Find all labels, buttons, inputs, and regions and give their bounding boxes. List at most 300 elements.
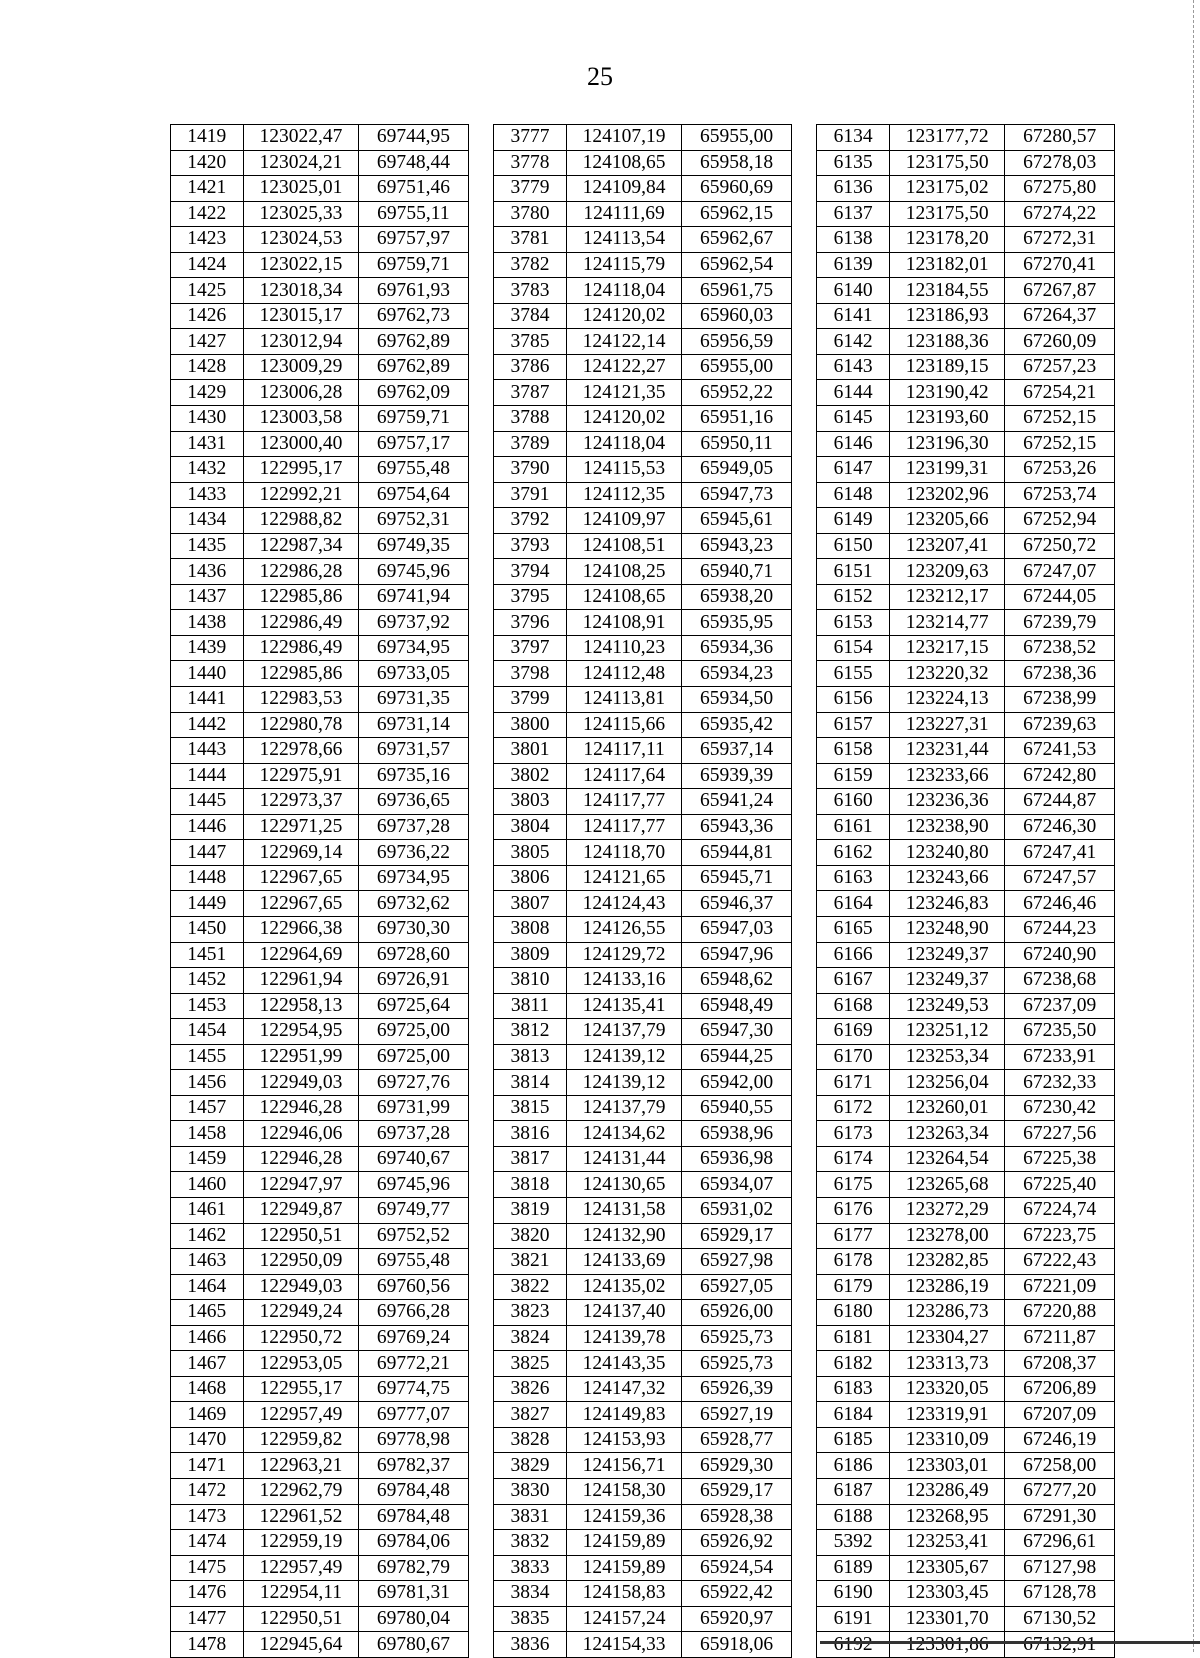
column-gap bbox=[791, 1095, 817, 1121]
cell-group1-y-coordinate: 69766,28 bbox=[359, 1300, 468, 1326]
cell-group3-x-coordinate: 123205,66 bbox=[889, 508, 1005, 534]
cell-group2-y-coordinate: 65931,02 bbox=[682, 1197, 791, 1223]
cell-group1-point-number: 1431 bbox=[171, 431, 244, 457]
cell-group1-x-coordinate: 122966,38 bbox=[243, 916, 359, 942]
cell-group3-point-number: 6190 bbox=[817, 1581, 890, 1607]
cell-group2-point-number: 3781 bbox=[494, 227, 567, 253]
cell-group2-x-coordinate: 124121,65 bbox=[566, 865, 682, 891]
cell-group2-x-coordinate: 124108,51 bbox=[566, 533, 682, 559]
cell-group2-point-number: 3820 bbox=[494, 1223, 567, 1249]
cell-group2-y-coordinate: 65942,00 bbox=[682, 1070, 791, 1096]
cell-group2-y-coordinate: 65945,61 bbox=[682, 508, 791, 534]
cell-group1-point-number: 1445 bbox=[171, 789, 244, 815]
cell-group1-y-coordinate: 69774,75 bbox=[359, 1376, 468, 1402]
cell-group3-point-number: 6156 bbox=[817, 687, 890, 713]
table-row bbox=[171, 865, 1115, 891]
table-row bbox=[171, 303, 1115, 329]
cell-group2-point-number: 3789 bbox=[494, 431, 567, 457]
column-gap bbox=[468, 1632, 494, 1658]
cell-group1-y-coordinate: 69749,35 bbox=[359, 533, 468, 559]
cell-group2-y-coordinate: 65948,49 bbox=[682, 993, 791, 1019]
cell-group1-x-coordinate: 122954,11 bbox=[243, 1581, 359, 1607]
cell-group2-point-number: 3832 bbox=[494, 1530, 567, 1556]
column-gap bbox=[468, 252, 494, 278]
cell-group3-x-coordinate: 123217,15 bbox=[889, 635, 1005, 661]
cell-group1-y-coordinate: 69754,64 bbox=[359, 482, 468, 508]
cell-group3-y-coordinate: 67211,87 bbox=[1005, 1325, 1115, 1351]
cell-group1-point-number: 1466 bbox=[171, 1325, 244, 1351]
cell-group3-y-coordinate: 67238,68 bbox=[1005, 968, 1115, 994]
cell-group2-point-number: 3811 bbox=[494, 993, 567, 1019]
cell-group3-x-coordinate: 123246,83 bbox=[889, 891, 1005, 917]
cell-group3-point-number: 6189 bbox=[817, 1555, 890, 1581]
column-gap bbox=[468, 814, 494, 840]
cell-group3-x-coordinate: 123196,30 bbox=[889, 431, 1005, 457]
column-gap bbox=[791, 993, 817, 1019]
cell-group2-y-coordinate: 65934,23 bbox=[682, 661, 791, 687]
coordinates-table bbox=[170, 124, 1115, 1658]
cell-group3-y-coordinate: 67244,05 bbox=[1005, 584, 1115, 610]
column-gap bbox=[468, 1478, 494, 1504]
column-gap bbox=[468, 1530, 494, 1556]
cell-group3-point-number: 6183 bbox=[817, 1376, 890, 1402]
cell-group1-y-coordinate: 69769,24 bbox=[359, 1325, 468, 1351]
cell-group3-y-coordinate: 67132,91 bbox=[1005, 1632, 1115, 1658]
cell-group2-y-coordinate: 65948,62 bbox=[682, 968, 791, 994]
table-row bbox=[171, 406, 1115, 432]
cell-group3-point-number: 6168 bbox=[817, 993, 890, 1019]
cell-group3-x-coordinate: 123207,41 bbox=[889, 533, 1005, 559]
column-gap bbox=[468, 1197, 494, 1223]
cell-group1-x-coordinate: 123024,21 bbox=[243, 150, 359, 176]
column-gap bbox=[791, 1402, 817, 1428]
cell-group2-point-number: 3804 bbox=[494, 814, 567, 840]
cell-group1-y-coordinate: 69761,93 bbox=[359, 278, 468, 304]
cell-group1-x-coordinate: 123000,40 bbox=[243, 431, 359, 457]
cell-group1-x-coordinate: 122983,53 bbox=[243, 687, 359, 713]
cell-group1-point-number: 1426 bbox=[171, 303, 244, 329]
cell-group3-point-number: 6176 bbox=[817, 1197, 890, 1223]
cell-group1-point-number: 1470 bbox=[171, 1427, 244, 1453]
cell-group3-x-coordinate: 123188,36 bbox=[889, 329, 1005, 355]
cell-group2-y-coordinate: 65952,22 bbox=[682, 380, 791, 406]
column-gap bbox=[791, 457, 817, 483]
scan-edge-rule bbox=[1193, 0, 1194, 1652]
cell-group1-point-number: 1478 bbox=[171, 1632, 244, 1658]
column-gap bbox=[468, 789, 494, 815]
cell-group1-x-coordinate: 122985,86 bbox=[243, 661, 359, 687]
cell-group3-y-coordinate: 67225,40 bbox=[1005, 1172, 1115, 1198]
cell-group1-x-coordinate: 122986,49 bbox=[243, 635, 359, 661]
cell-group1-x-coordinate: 122953,05 bbox=[243, 1351, 359, 1377]
cell-group3-point-number: 6177 bbox=[817, 1223, 890, 1249]
cell-group1-point-number: 1469 bbox=[171, 1402, 244, 1428]
cell-group2-x-coordinate: 124134,62 bbox=[566, 1121, 682, 1147]
cell-group3-x-coordinate: 123189,15 bbox=[889, 354, 1005, 380]
cell-group2-y-coordinate: 65961,75 bbox=[682, 278, 791, 304]
cell-group3-y-coordinate: 67244,23 bbox=[1005, 916, 1115, 942]
column-gap bbox=[791, 1146, 817, 1172]
column-gap bbox=[791, 712, 817, 738]
cell-group3-x-coordinate: 123248,90 bbox=[889, 916, 1005, 942]
cell-group1-x-coordinate: 122946,28 bbox=[243, 1146, 359, 1172]
cell-group2-y-coordinate: 65926,92 bbox=[682, 1530, 791, 1556]
cell-group1-x-coordinate: 122988,82 bbox=[243, 508, 359, 534]
cell-group2-point-number: 3796 bbox=[494, 610, 567, 636]
cell-group2-x-coordinate: 124118,04 bbox=[566, 278, 682, 304]
cell-group2-x-coordinate: 124133,69 bbox=[566, 1249, 682, 1275]
column-gap bbox=[791, 1606, 817, 1632]
column-gap bbox=[468, 1325, 494, 1351]
cell-group1-y-coordinate: 69777,07 bbox=[359, 1402, 468, 1428]
cell-group1-point-number: 1427 bbox=[171, 329, 244, 355]
cell-group1-x-coordinate: 122945,64 bbox=[243, 1632, 359, 1658]
cell-group1-point-number: 1465 bbox=[171, 1300, 244, 1326]
cell-group1-y-coordinate: 69780,67 bbox=[359, 1632, 468, 1658]
cell-group2-point-number: 3813 bbox=[494, 1044, 567, 1070]
cell-group2-x-coordinate: 124158,83 bbox=[566, 1581, 682, 1607]
cell-group2-point-number: 3782 bbox=[494, 252, 567, 278]
table-row bbox=[171, 227, 1115, 253]
cell-group1-point-number: 1439 bbox=[171, 635, 244, 661]
column-gap bbox=[468, 840, 494, 866]
cell-group3-x-coordinate: 123264,54 bbox=[889, 1146, 1005, 1172]
cell-group2-point-number: 3785 bbox=[494, 329, 567, 355]
cell-group3-x-coordinate: 123233,66 bbox=[889, 763, 1005, 789]
cell-group2-y-coordinate: 65937,14 bbox=[682, 738, 791, 764]
column-gap bbox=[791, 354, 817, 380]
table-row bbox=[171, 380, 1115, 406]
cell-group3-y-coordinate: 67238,99 bbox=[1005, 687, 1115, 713]
cell-group2-x-coordinate: 124131,44 bbox=[566, 1146, 682, 1172]
column-gap bbox=[791, 1223, 817, 1249]
cell-group1-y-coordinate: 69745,96 bbox=[359, 559, 468, 585]
cell-group3-y-coordinate: 67253,26 bbox=[1005, 457, 1115, 483]
cell-group3-y-coordinate: 67128,78 bbox=[1005, 1581, 1115, 1607]
cell-group3-point-number: 5392 bbox=[817, 1530, 890, 1556]
cell-group2-x-coordinate: 124130,65 bbox=[566, 1172, 682, 1198]
cell-group3-x-coordinate: 123303,45 bbox=[889, 1581, 1005, 1607]
cell-group2-x-coordinate: 124139,12 bbox=[566, 1070, 682, 1096]
cell-group3-y-coordinate: 67280,57 bbox=[1005, 125, 1115, 151]
cell-group1-y-coordinate: 69780,04 bbox=[359, 1606, 468, 1632]
cell-group1-x-coordinate: 122964,69 bbox=[243, 942, 359, 968]
cell-group2-x-coordinate: 124122,27 bbox=[566, 354, 682, 380]
cell-group2-point-number: 3821 bbox=[494, 1249, 567, 1275]
cell-group1-y-coordinate: 69731,35 bbox=[359, 687, 468, 713]
cell-group1-y-coordinate: 69748,44 bbox=[359, 150, 468, 176]
cell-group3-point-number: 6191 bbox=[817, 1606, 890, 1632]
cell-group2-y-coordinate: 65949,05 bbox=[682, 457, 791, 483]
cell-group3-y-coordinate: 67264,37 bbox=[1005, 303, 1115, 329]
cell-group1-point-number: 1473 bbox=[171, 1504, 244, 1530]
cell-group2-point-number: 3806 bbox=[494, 865, 567, 891]
cell-group3-y-coordinate: 67250,72 bbox=[1005, 533, 1115, 559]
cell-group3-y-coordinate: 67291,30 bbox=[1005, 1504, 1115, 1530]
cell-group2-x-coordinate: 124153,93 bbox=[566, 1427, 682, 1453]
cell-group1-x-coordinate: 122946,06 bbox=[243, 1121, 359, 1147]
cell-group2-x-coordinate: 124115,79 bbox=[566, 252, 682, 278]
cell-group1-point-number: 1420 bbox=[171, 150, 244, 176]
cell-group3-x-coordinate: 123220,32 bbox=[889, 661, 1005, 687]
cell-group2-x-coordinate: 124137,79 bbox=[566, 1095, 682, 1121]
cell-group3-x-coordinate: 123184,55 bbox=[889, 278, 1005, 304]
column-gap bbox=[791, 1478, 817, 1504]
cell-group2-y-coordinate: 65955,00 bbox=[682, 125, 791, 151]
cell-group2-point-number: 3824 bbox=[494, 1325, 567, 1351]
cell-group2-x-coordinate: 124139,78 bbox=[566, 1325, 682, 1351]
table-row bbox=[171, 1581, 1115, 1607]
cell-group1-y-coordinate: 69757,17 bbox=[359, 431, 468, 457]
cell-group2-y-coordinate: 65941,24 bbox=[682, 789, 791, 815]
cell-group3-y-coordinate: 67260,09 bbox=[1005, 329, 1115, 355]
cell-group1-y-coordinate: 69759,71 bbox=[359, 406, 468, 432]
cell-group3-point-number: 6179 bbox=[817, 1274, 890, 1300]
cell-group2-y-coordinate: 65940,55 bbox=[682, 1095, 791, 1121]
cell-group3-x-coordinate: 123272,29 bbox=[889, 1197, 1005, 1223]
cell-group1-point-number: 1450 bbox=[171, 916, 244, 942]
cell-group3-x-coordinate: 123249,53 bbox=[889, 993, 1005, 1019]
cell-group2-y-coordinate: 65947,96 bbox=[682, 942, 791, 968]
cell-group1-x-coordinate: 123025,33 bbox=[243, 201, 359, 227]
cell-group2-x-coordinate: 124117,77 bbox=[566, 789, 682, 815]
table-row bbox=[171, 1121, 1115, 1147]
cell-group1-x-coordinate: 122949,03 bbox=[243, 1274, 359, 1300]
cell-group2-y-coordinate: 65935,42 bbox=[682, 712, 791, 738]
table-row bbox=[171, 1172, 1115, 1198]
cell-group2-x-coordinate: 124133,16 bbox=[566, 968, 682, 994]
table-row bbox=[171, 1504, 1115, 1530]
cell-group1-point-number: 1432 bbox=[171, 457, 244, 483]
table-row bbox=[171, 508, 1115, 534]
table-row bbox=[171, 763, 1115, 789]
cell-group1-point-number: 1451 bbox=[171, 942, 244, 968]
cell-group1-x-coordinate: 122969,14 bbox=[243, 840, 359, 866]
cell-group1-y-coordinate: 69752,31 bbox=[359, 508, 468, 534]
cell-group3-x-coordinate: 123265,68 bbox=[889, 1172, 1005, 1198]
cell-group3-point-number: 6157 bbox=[817, 712, 890, 738]
cell-group1-point-number: 1422 bbox=[171, 201, 244, 227]
column-gap bbox=[791, 1070, 817, 1096]
cell-group3-y-coordinate: 67237,09 bbox=[1005, 993, 1115, 1019]
cell-group1-y-coordinate: 69782,37 bbox=[359, 1453, 468, 1479]
cell-group1-x-coordinate: 122980,78 bbox=[243, 712, 359, 738]
cell-group3-point-number: 6134 bbox=[817, 125, 890, 151]
cell-group1-point-number: 1440 bbox=[171, 661, 244, 687]
cell-group3-y-coordinate: 67252,94 bbox=[1005, 508, 1115, 534]
column-gap bbox=[468, 763, 494, 789]
cell-group2-point-number: 3815 bbox=[494, 1095, 567, 1121]
column-gap bbox=[791, 584, 817, 610]
cell-group1-point-number: 1467 bbox=[171, 1351, 244, 1377]
cell-group3-point-number: 6136 bbox=[817, 176, 890, 202]
cell-group3-x-coordinate: 123224,13 bbox=[889, 687, 1005, 713]
column-gap bbox=[791, 1300, 817, 1326]
cell-group2-point-number: 3792 bbox=[494, 508, 567, 534]
column-gap bbox=[468, 508, 494, 534]
cell-group2-x-coordinate: 124118,04 bbox=[566, 431, 682, 457]
cell-group3-point-number: 6142 bbox=[817, 329, 890, 355]
cell-group3-point-number: 6188 bbox=[817, 1504, 890, 1530]
cell-group1-point-number: 1444 bbox=[171, 763, 244, 789]
cell-group2-x-coordinate: 124143,35 bbox=[566, 1351, 682, 1377]
cell-group1-point-number: 1474 bbox=[171, 1530, 244, 1556]
cell-group3-x-coordinate: 123186,93 bbox=[889, 303, 1005, 329]
cell-group3-point-number: 6149 bbox=[817, 508, 890, 534]
table-row bbox=[171, 278, 1115, 304]
cell-group2-y-coordinate: 65956,59 bbox=[682, 329, 791, 355]
table-row bbox=[171, 1325, 1115, 1351]
cell-group1-point-number: 1435 bbox=[171, 533, 244, 559]
column-gap bbox=[468, 431, 494, 457]
cell-group2-point-number: 3791 bbox=[494, 482, 567, 508]
table-row bbox=[171, 1351, 1115, 1377]
table-row bbox=[171, 1019, 1115, 1045]
column-gap bbox=[468, 635, 494, 661]
table-row bbox=[171, 559, 1115, 585]
column-gap bbox=[468, 1223, 494, 1249]
cell-group1-y-coordinate: 69726,91 bbox=[359, 968, 468, 994]
cell-group2-point-number: 3833 bbox=[494, 1555, 567, 1581]
cell-group2-y-coordinate: 65940,71 bbox=[682, 559, 791, 585]
cell-group1-x-coordinate: 122995,17 bbox=[243, 457, 359, 483]
column-gap bbox=[791, 1530, 817, 1556]
cell-group2-y-coordinate: 65947,30 bbox=[682, 1019, 791, 1045]
cell-group1-y-coordinate: 69734,95 bbox=[359, 865, 468, 891]
cell-group2-x-coordinate: 124108,91 bbox=[566, 610, 682, 636]
cell-group1-y-coordinate: 69762,73 bbox=[359, 303, 468, 329]
cell-group1-y-coordinate: 69749,77 bbox=[359, 1197, 468, 1223]
cell-group2-y-coordinate: 65943,23 bbox=[682, 533, 791, 559]
cell-group1-y-coordinate: 69755,48 bbox=[359, 1249, 468, 1275]
cell-group1-y-coordinate: 69751,46 bbox=[359, 176, 468, 202]
column-gap bbox=[791, 1274, 817, 1300]
table-row bbox=[171, 610, 1115, 636]
cell-group3-x-coordinate: 123178,20 bbox=[889, 227, 1005, 253]
cell-group1-x-coordinate: 123015,17 bbox=[243, 303, 359, 329]
cell-group3-x-coordinate: 123175,50 bbox=[889, 201, 1005, 227]
cell-group1-y-coordinate: 69731,57 bbox=[359, 738, 468, 764]
cell-group2-x-coordinate: 124156,71 bbox=[566, 1453, 682, 1479]
cell-group3-x-coordinate: 123231,44 bbox=[889, 738, 1005, 764]
cell-group1-y-coordinate: 69732,62 bbox=[359, 891, 468, 917]
column-gap bbox=[468, 1402, 494, 1428]
table-row bbox=[171, 738, 1115, 764]
cell-group3-y-coordinate: 67254,21 bbox=[1005, 380, 1115, 406]
page-number: 25 bbox=[587, 62, 613, 91]
cell-group2-x-coordinate: 124139,12 bbox=[566, 1044, 682, 1070]
cell-group1-x-coordinate: 122961,94 bbox=[243, 968, 359, 994]
cell-group1-point-number: 1457 bbox=[171, 1095, 244, 1121]
cell-group1-point-number: 1459 bbox=[171, 1146, 244, 1172]
cell-group3-y-coordinate: 67270,41 bbox=[1005, 252, 1115, 278]
cell-group3-y-coordinate: 67127,98 bbox=[1005, 1555, 1115, 1581]
cell-group3-x-coordinate: 123214,77 bbox=[889, 610, 1005, 636]
column-gap bbox=[791, 942, 817, 968]
column-gap bbox=[791, 1453, 817, 1479]
column-gap bbox=[791, 303, 817, 329]
cell-group2-x-coordinate: 124113,81 bbox=[566, 687, 682, 713]
cell-group2-point-number: 3810 bbox=[494, 968, 567, 994]
cell-group3-y-coordinate: 67225,38 bbox=[1005, 1146, 1115, 1172]
cell-group1-point-number: 1438 bbox=[171, 610, 244, 636]
cell-group1-x-coordinate: 122949,03 bbox=[243, 1070, 359, 1096]
table-row bbox=[171, 1223, 1115, 1249]
cell-group1-point-number: 1447 bbox=[171, 840, 244, 866]
cell-group1-y-coordinate: 69736,22 bbox=[359, 840, 468, 866]
cell-group3-x-coordinate: 123263,34 bbox=[889, 1121, 1005, 1147]
cell-group2-y-coordinate: 65938,20 bbox=[682, 584, 791, 610]
cell-group3-x-coordinate: 123249,37 bbox=[889, 942, 1005, 968]
cell-group3-point-number: 6170 bbox=[817, 1044, 890, 1070]
cell-group1-y-coordinate: 69737,28 bbox=[359, 1121, 468, 1147]
column-gap bbox=[468, 176, 494, 202]
column-gap bbox=[468, 610, 494, 636]
cell-group2-y-coordinate: 65950,11 bbox=[682, 431, 791, 457]
cell-group1-x-coordinate: 122985,86 bbox=[243, 584, 359, 610]
cell-group2-y-coordinate: 65926,39 bbox=[682, 1376, 791, 1402]
table-row bbox=[171, 125, 1115, 151]
cell-group2-x-coordinate: 124117,64 bbox=[566, 763, 682, 789]
column-gap bbox=[791, 329, 817, 355]
cell-group2-point-number: 3822 bbox=[494, 1274, 567, 1300]
cell-group2-point-number: 3783 bbox=[494, 278, 567, 304]
column-gap bbox=[791, 252, 817, 278]
cell-group1-point-number: 1462 bbox=[171, 1223, 244, 1249]
cell-group1-x-coordinate: 122962,79 bbox=[243, 1478, 359, 1504]
column-gap bbox=[791, 201, 817, 227]
cell-group2-y-coordinate: 65925,73 bbox=[682, 1351, 791, 1377]
cell-group3-x-coordinate: 123190,42 bbox=[889, 380, 1005, 406]
cell-group1-point-number: 1476 bbox=[171, 1581, 244, 1607]
column-gap bbox=[791, 1504, 817, 1530]
cell-group1-point-number: 1446 bbox=[171, 814, 244, 840]
cell-group1-y-coordinate: 69781,31 bbox=[359, 1581, 468, 1607]
cell-group3-x-coordinate: 123268,95 bbox=[889, 1504, 1005, 1530]
cell-group2-y-coordinate: 65928,38 bbox=[682, 1504, 791, 1530]
cell-group3-x-coordinate: 123286,19 bbox=[889, 1274, 1005, 1300]
cell-group3-y-coordinate: 67235,50 bbox=[1005, 1019, 1115, 1045]
cell-group2-point-number: 3819 bbox=[494, 1197, 567, 1223]
cell-group2-point-number: 3825 bbox=[494, 1351, 567, 1377]
cell-group2-x-coordinate: 124120,02 bbox=[566, 303, 682, 329]
cell-group3-x-coordinate: 123256,04 bbox=[889, 1070, 1005, 1096]
cell-group3-x-coordinate: 123209,63 bbox=[889, 559, 1005, 585]
cell-group3-point-number: 6135 bbox=[817, 150, 890, 176]
cell-group1-y-coordinate: 69737,28 bbox=[359, 814, 468, 840]
cell-group3-point-number: 6184 bbox=[817, 1402, 890, 1428]
cell-group1-point-number: 1463 bbox=[171, 1249, 244, 1275]
cell-group3-point-number: 6155 bbox=[817, 661, 890, 687]
cell-group3-point-number: 6192 bbox=[817, 1632, 890, 1658]
cell-group2-point-number: 3807 bbox=[494, 891, 567, 917]
column-gap bbox=[791, 125, 817, 151]
table-row bbox=[171, 814, 1115, 840]
column-gap bbox=[468, 1070, 494, 1096]
cell-group1-x-coordinate: 122992,21 bbox=[243, 482, 359, 508]
cell-group2-y-coordinate: 65934,50 bbox=[682, 687, 791, 713]
cell-group3-point-number: 6174 bbox=[817, 1146, 890, 1172]
column-gap bbox=[791, 789, 817, 815]
cell-group3-y-coordinate: 67296,61 bbox=[1005, 1530, 1115, 1556]
cell-group3-y-coordinate: 67244,87 bbox=[1005, 789, 1115, 815]
column-gap bbox=[468, 1121, 494, 1147]
cell-group1-point-number: 1453 bbox=[171, 993, 244, 1019]
cell-group3-x-coordinate: 123301,86 bbox=[889, 1632, 1005, 1658]
cell-group2-x-coordinate: 124126,55 bbox=[566, 916, 682, 942]
cell-group3-y-coordinate: 67239,63 bbox=[1005, 712, 1115, 738]
cell-group3-point-number: 6160 bbox=[817, 789, 890, 815]
